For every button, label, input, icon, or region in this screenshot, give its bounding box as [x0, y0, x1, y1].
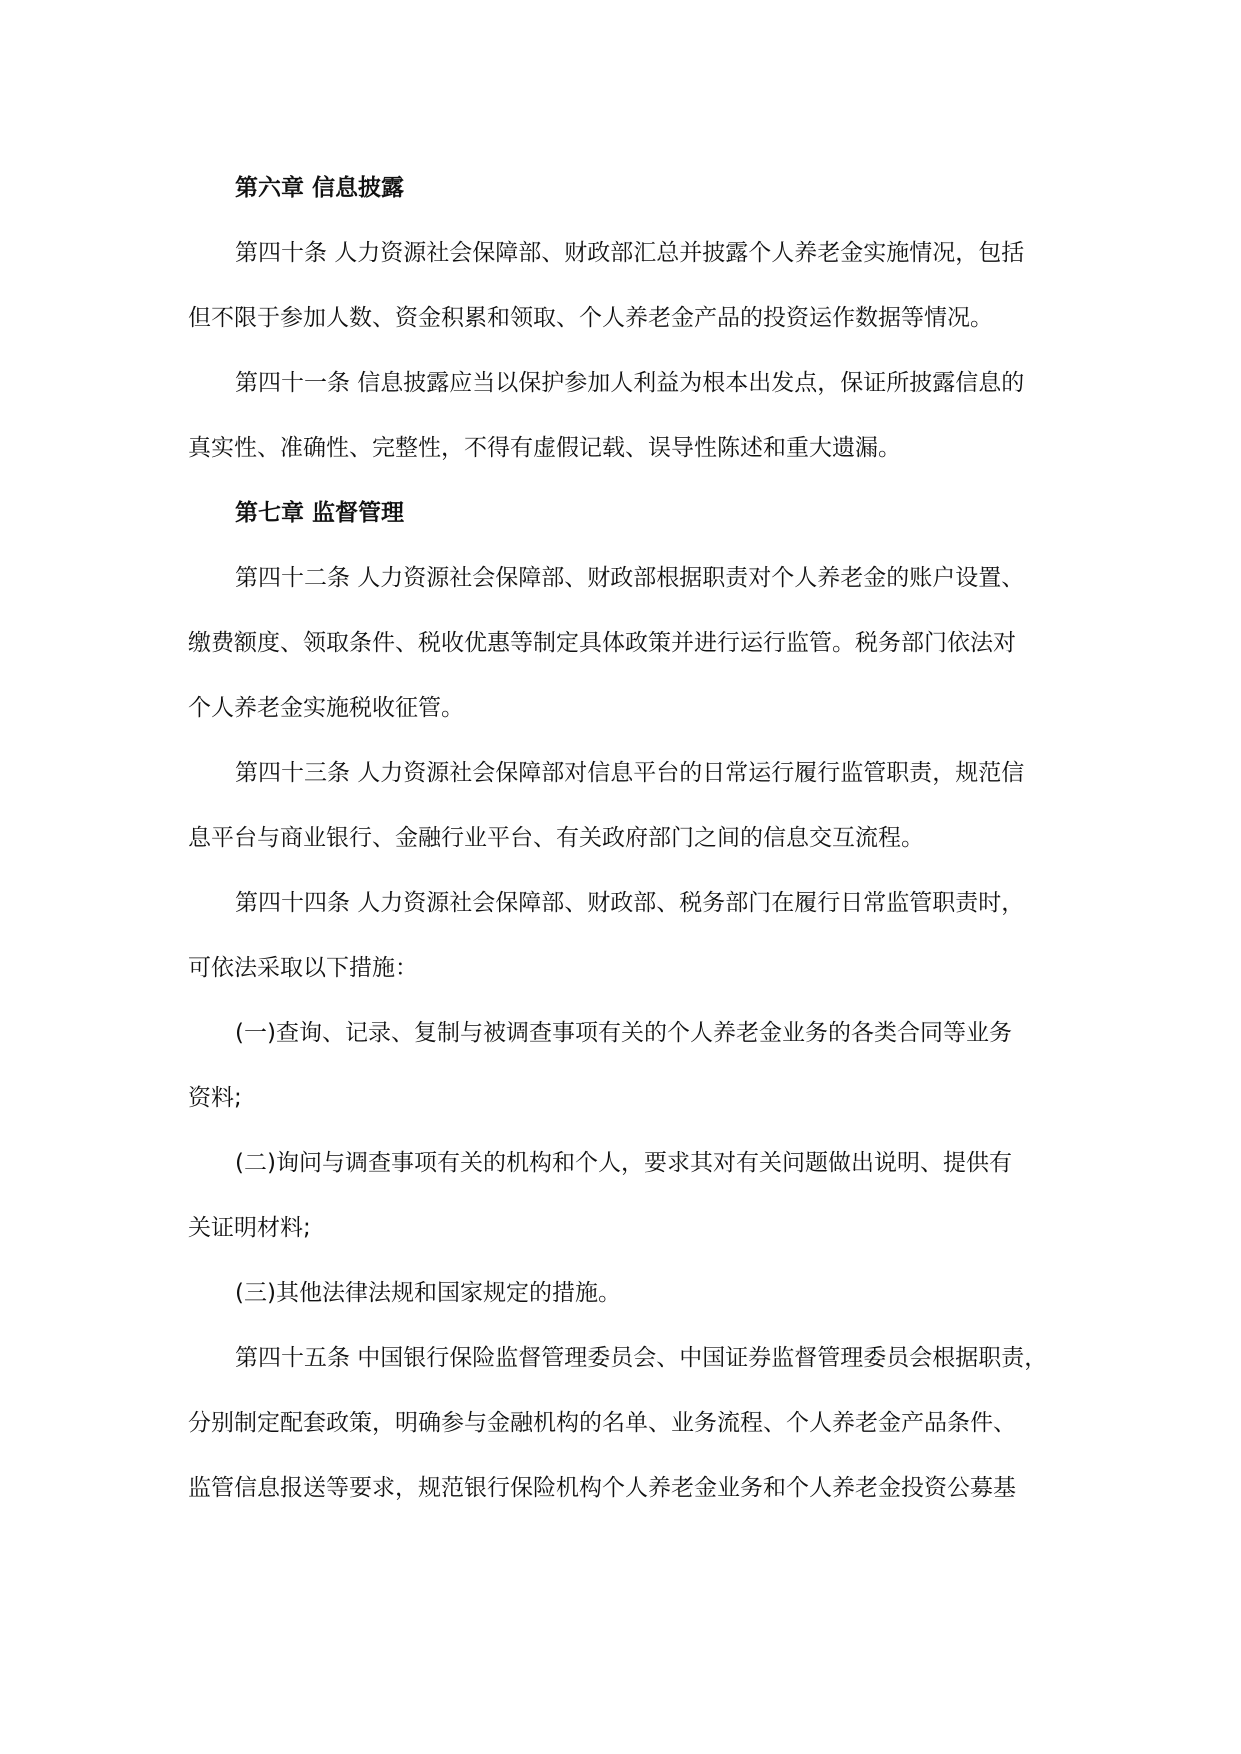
- document-page: [188, 156, 1068, 1521]
- measure-item-2: [188, 1131, 1068, 1261]
- paragraph-line: 分别制定配套政策，明确参与金融机构的名单、业务流程、个人养老金产品条件、: [188, 1410, 1016, 1436]
- article-44: [188, 871, 1068, 1001]
- paragraph-line: 资料;: [188, 1085, 242, 1111]
- chapter-7-heading: 第七章 监督管理: [235, 500, 405, 526]
- paragraph-line: 个人养老金实施税收征管。: [188, 695, 464, 721]
- article-43: [188, 741, 1068, 871]
- paragraph-line: 监管信息报送等要求，规范银行保险机构个人养老金业务和个人养老金投资公募基: [188, 1475, 1016, 1501]
- measure-item-1: [188, 1001, 1068, 1131]
- paragraph-line: 息平台与商业银行、金融行业平台、有关政府部门之间的信息交互流程。: [188, 825, 924, 851]
- paragraph-line: (一)查询、记录、复制与被调查事项有关的个人养老金业务的各类合同等业务: [235, 1020, 1012, 1046]
- paragraph-line: (三)其他法律法规和国家规定的措施。: [235, 1280, 621, 1306]
- paragraph-line: 第四十五条 中国银行保险监督管理委员会、中国证券监督管理委员会根据职责，: [235, 1345, 1048, 1371]
- article-41: [188, 351, 1068, 481]
- measure-item-3: [188, 1261, 1068, 1326]
- paragraph-line: 第四十三条 人力资源社会保障部对信息平台的日常运行履行监管职责，规范信: [235, 760, 1025, 786]
- article-42: [188, 546, 1068, 741]
- paragraph-line: 可依法采取以下措施：: [188, 955, 418, 981]
- paragraph-line: 第四十一条 信息披露应当以保护参加人利益为根本出发点，保证所披露信息的: [235, 370, 1025, 396]
- paragraph-line: 关证明材料;: [188, 1215, 311, 1241]
- paragraph-line: (二)询问与调查事项有关的机构和个人，要求其对有关问题做出说明、提供有: [235, 1150, 1012, 1176]
- paragraph-line: 但不限于参加人数、资金积累和领取、个人养老金产品的投资运作数据等情况。: [188, 305, 993, 331]
- chapter-6-heading: 第六章 信息披露: [235, 175, 405, 201]
- article-45: [188, 1326, 1068, 1521]
- paragraph-line: 第四十条 人力资源社会保障部、财政部汇总并披露个人养老金实施情况，包括: [235, 240, 1025, 266]
- article-40: [188, 221, 1068, 351]
- paragraph-line: 第四十四条 人力资源社会保障部、财政部、税务部门在履行日常监管职责时，: [235, 890, 1025, 916]
- paragraph-line: 第四十二条 人力资源社会保障部、财政部根据职责对个人养老金的账户设置、: [235, 565, 1025, 591]
- paragraph-line: 缴费额度、领取条件、税收优惠等制定具体政策并进行运行监管。税务部门依法对: [188, 630, 1016, 656]
- paragraph-line: 真实性、准确性、完整性，不得有虚假记载、误导性陈述和重大遗漏。: [188, 435, 901, 461]
